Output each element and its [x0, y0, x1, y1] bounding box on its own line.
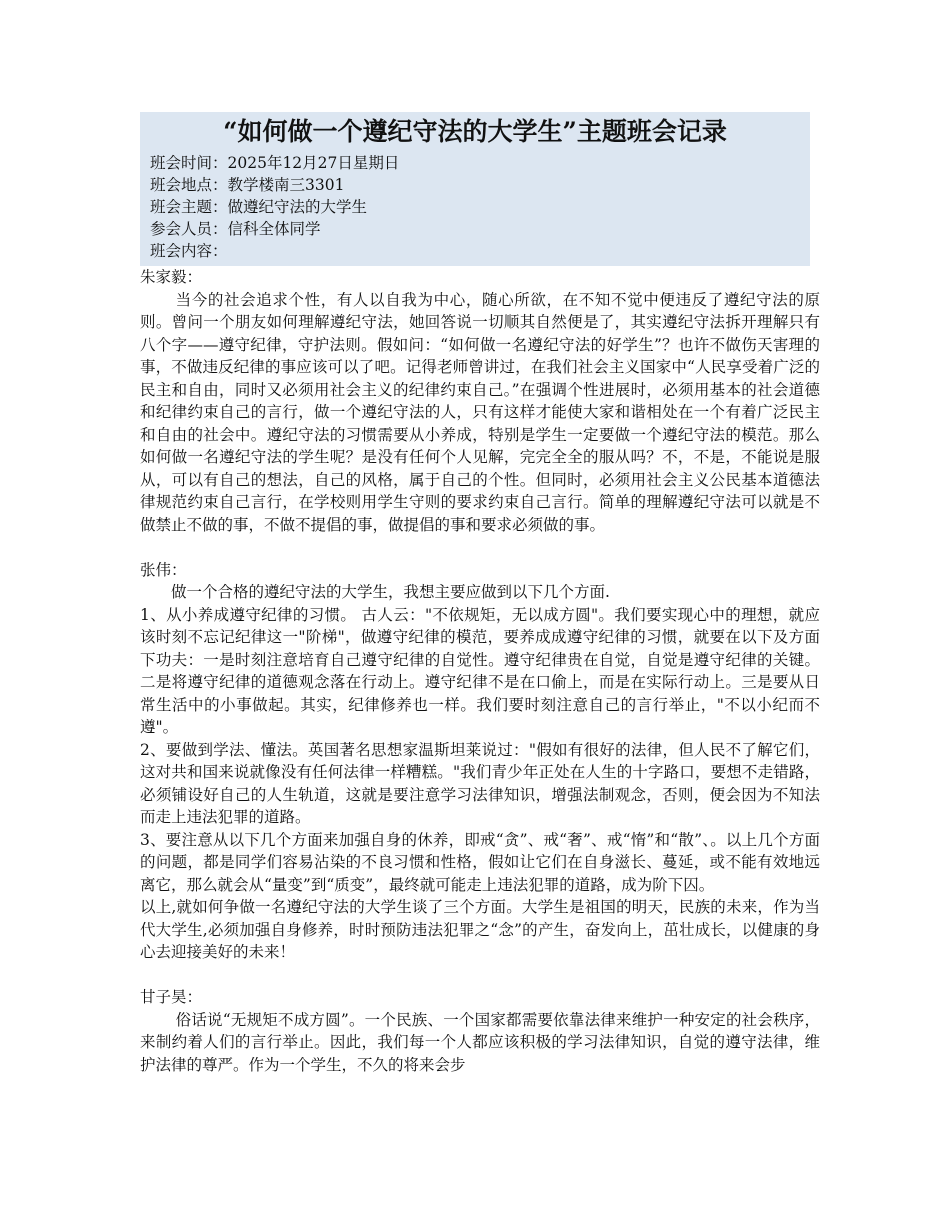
speech-point: 3、要注意从以下几个方面来加强自身的休养，即戒“贪”、戒“奢”、戒“惰”和“散”、。以上几个方面的问题，都是同学们容易沾染的不良习惯和性格，假如让它们在自身滋长、蔓延，或不能有效地远离它，那么就会从“量变”到“质变”，最终就可能走上违法犯罪的道路，成为阶下囚。	[140, 830, 820, 894]
document-body	[140, 266, 820, 1076]
speech-intro: 做一个合格的遵纪守法的大学生，我想主要应做到以下几个方面.	[171, 583, 610, 601]
section-gap	[140, 536, 820, 559]
header-block	[140, 112, 810, 266]
document-content	[140, 112, 820, 1076]
document-title: “如何做一个遵纪守法的大学生”主题班会记录	[223, 117, 727, 146]
meeting-attendees: 参会人员：信科全体同学	[150, 220, 321, 238]
speaker-name: 甘子昊：	[140, 988, 203, 1006]
meeting-time: 班会时间：2025年12月27日星期日	[150, 154, 400, 172]
speech-paragraph: 当今的社会追求个性，有人以自我为中心，随心所欲，在不知不觉中便违反了遵纪守法的原则。曾问一个朋友如何理解遵纪守法，她回答说一切顺其自然便是了，其实遵纪守法拆开理解只有八个字——遵守纪律，守护法则。假如问：“如何做一名遵纪守法的好学生”？也许不做伤天害理的事，不做违反纪律的事应该可以了吧。记得老师曾讲过，在我们社会主义国家中“人民享受着广泛的民主和自由，同时又必须用社会主义的纪律约束自己。”在强调个性进展时，必须用基本的社会道德和纪律约束自己的言行，做一个遵纪守法的人，只有这样才能使大家和谐相处在一个有着广泛民主和自由的社会中。遵纪守法的习惯需要从小养成，特别是学生一定要做一个遵纪守法的模范。那么如何做一名遵纪守法的学生呢？是没有任何个人见解，完完全全的服从吗？不，不是，不能说是服从，可以有自己的想法，自己的风格，属于自己的个性。但同时，必须用社会主义公民基本道德法律规范约束自己言行，在学校则用学生守则的要求约束自己言行。简单的理解遵纪守法可以就是不做禁止不做的事，不做不提倡的事，做提倡的事和要求必须做的事。	[140, 290, 820, 534]
meeting-content-label: 班会内容：	[150, 242, 228, 260]
speech-point: 1、从小养成遵守纪律的习惯。 古人云："不依规矩，无以成方圆"。我们要实现心中的理想，就应该时刻不忘记纪律这一"阶梯"，做遵守纪律的模范，要养成成遵守纪律的习惯，就要在以下及方面下功夫：一是时刻注意培育自己遵守纪律的自觉性。遵守纪律贵在自觉，自觉是遵守纪律的关键。二是将遵守纪律的道德观念落在行动上。遵守纪律不是在口偷上，而是在实际行动上。三是要从日常生活中的小事做起。其实，纪律修养也一样。我们要时刻注意自己的言行举止，"不以小纪而不遵"。	[140, 605, 820, 736]
meeting-location: 班会地点：教学楼南三3301	[150, 176, 345, 194]
section-gap	[140, 964, 820, 987]
meeting-theme: 班会主题：做遵纪守法的大学生	[150, 198, 368, 216]
speaker-name: 张伟：	[140, 560, 187, 579]
speech-conclusion: 以上,就如何争做一名遵纪守法的大学生谈了三个方面。大学生是祖国的明天，民族的未来，作为当代大学生,必须加强自身修养，时时预防违法犯罪之“念”的产生，奋发向上，茁壮成长，以健康的身心去迎接美好的未来！	[140, 898, 820, 961]
speech-point: 2、要做到学法、懂法。英国著名思想家温斯坦莱说过："假如有很好的法律，但人民不了解它们，这对共和国来说就像没有任何法律一样糟糕。"我们青少年正处在人生的十字路口，要想不走错路，必须铺设好自己的人生轨道，这就是要注意学习法律知识，增强法制观念，否则，便会因为不知法而走上违法犯罪的道路。	[140, 740, 820, 826]
speaker-name: 朱家毅：	[140, 268, 203, 286]
speech-paragraph: 俗话说“无规矩不成方圆”。一个民族、一个国家都需要依靠法律来维护一种安定的社会秩序，来制约着人们的言行举止。因此，我们每一个人都应该积极的学习法律知识，自觉的遵守法律，维护法律的尊严。作为一个学生，不久的将来会步	[140, 1010, 820, 1074]
